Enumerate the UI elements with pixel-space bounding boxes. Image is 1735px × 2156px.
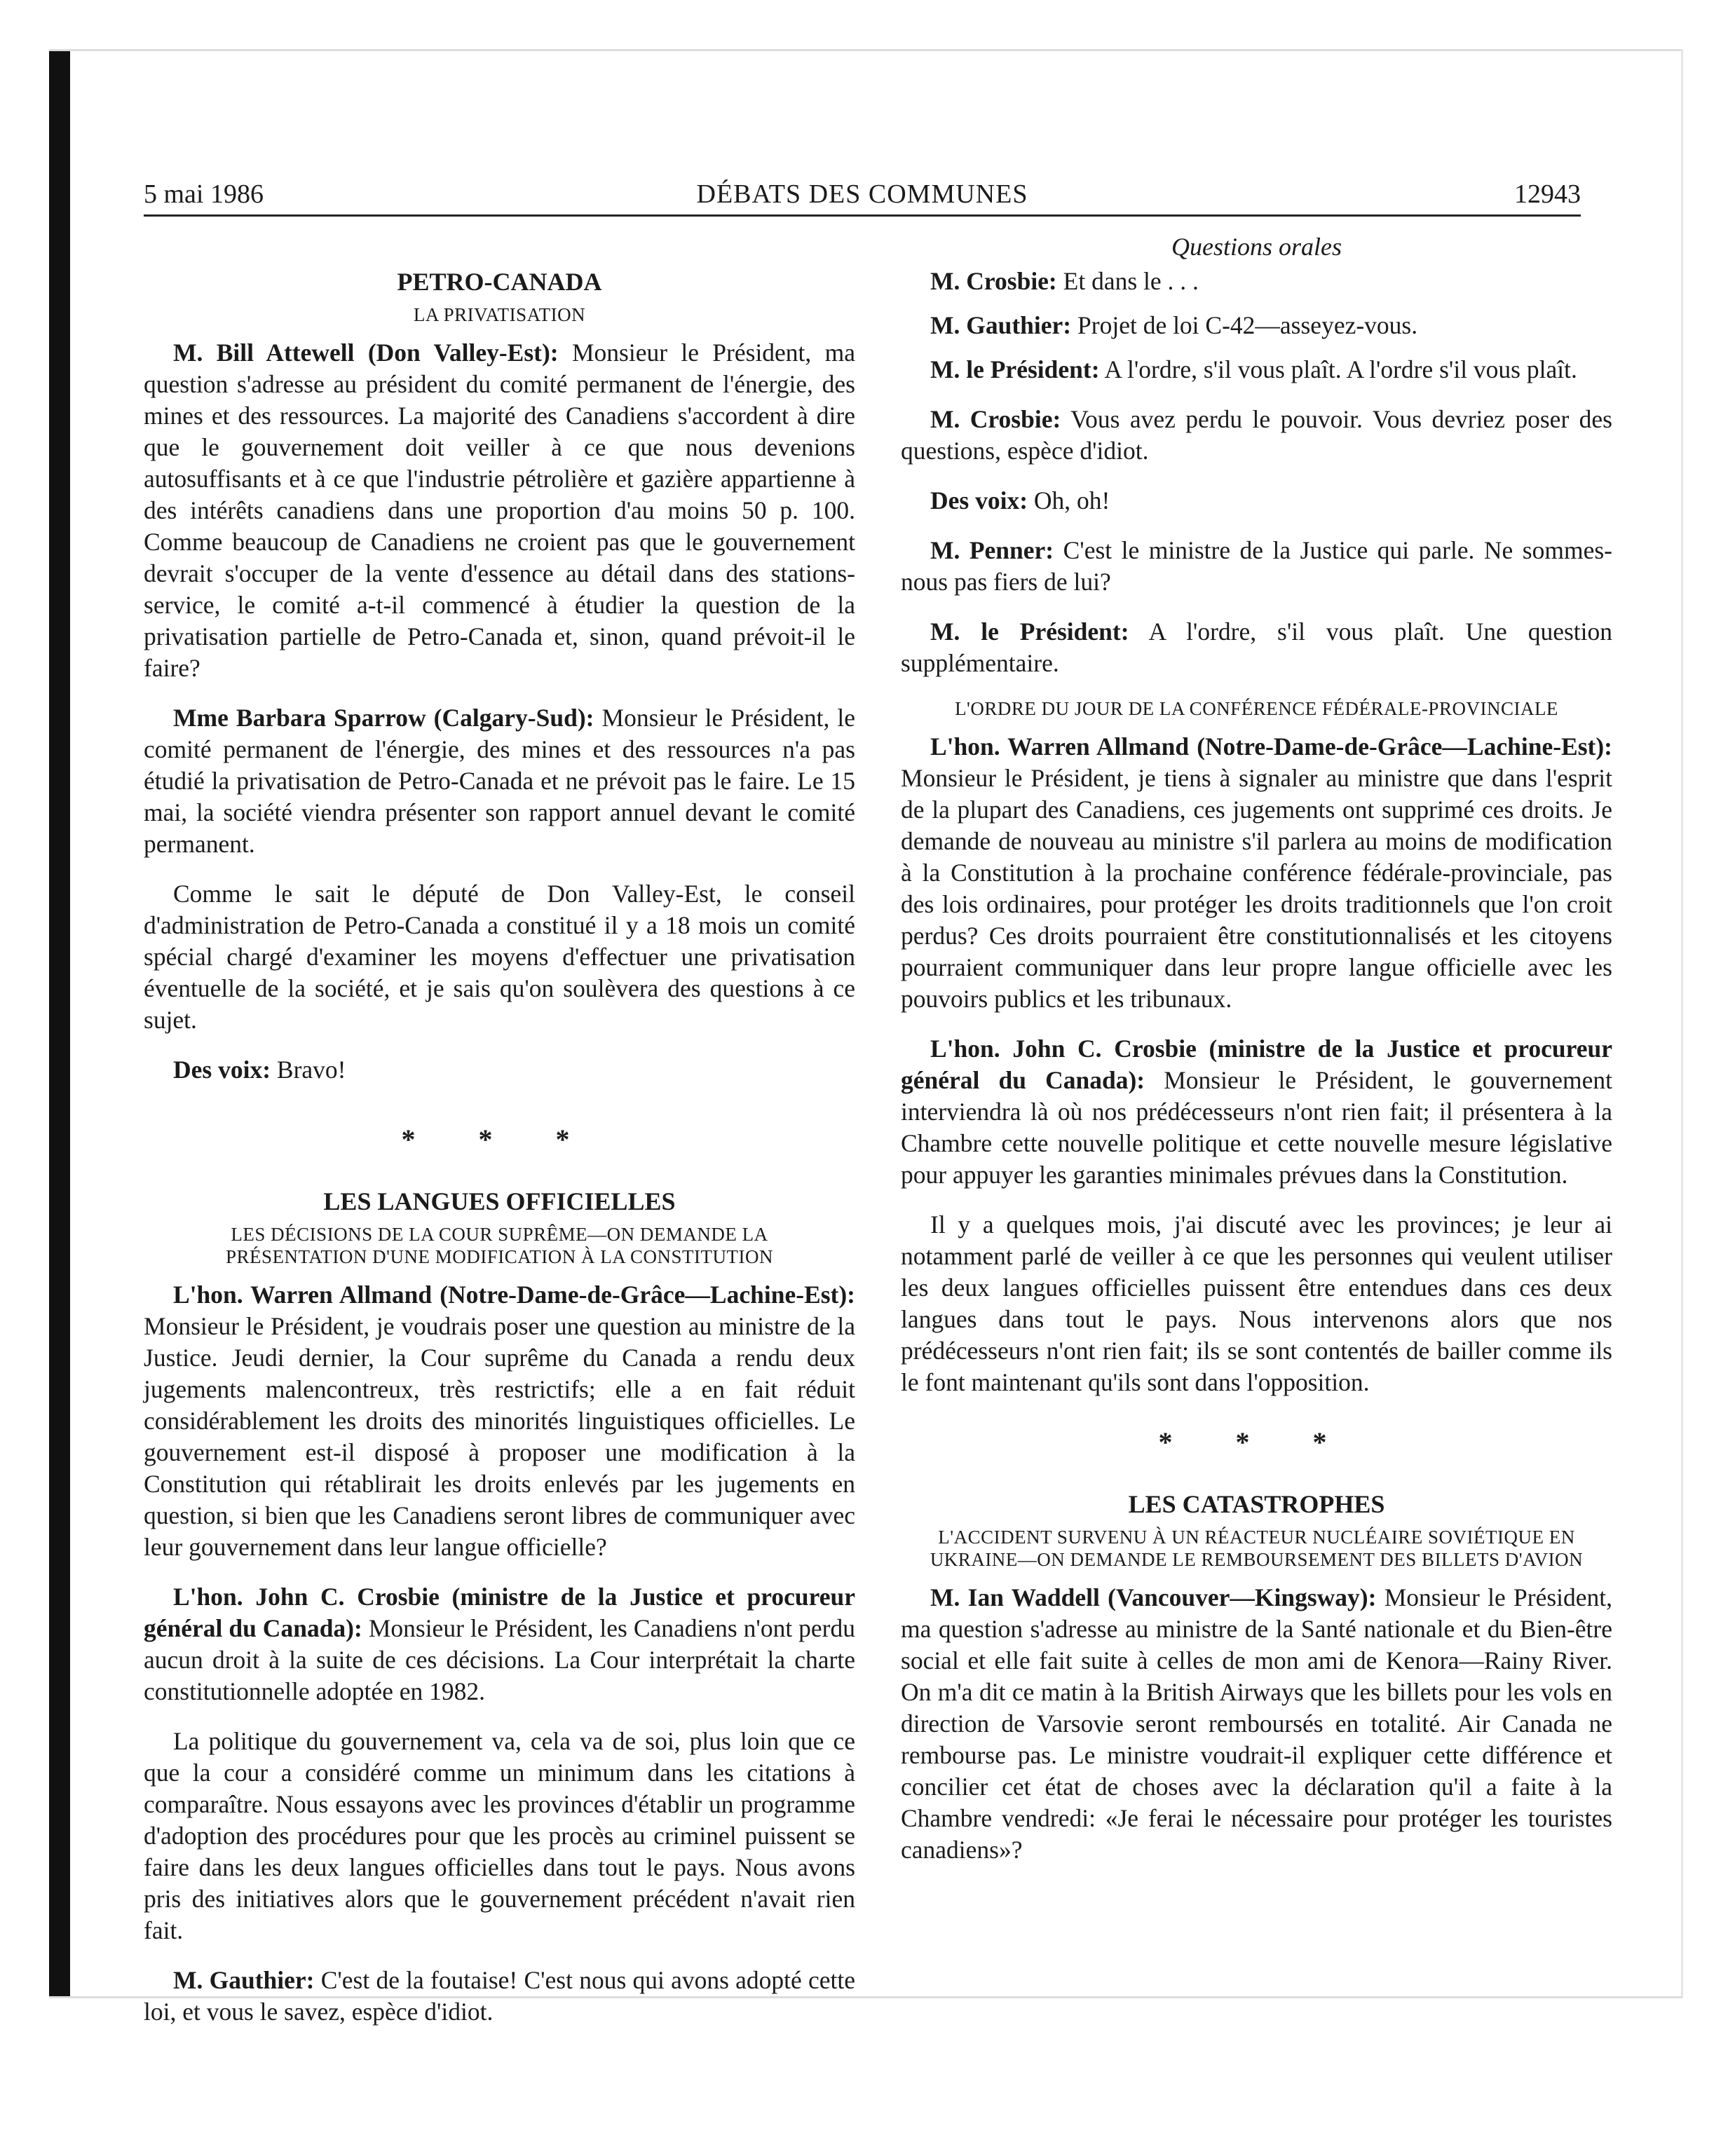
header-date: 5 mai 1986 (144, 179, 264, 209)
scan-border-left (49, 49, 70, 1998)
speaker-name: M. Penner: (930, 536, 1054, 564)
speech-paragraph (144, 878, 855, 1036)
section-separator: * * * (401, 1124, 598, 1155)
speech-paragraph (144, 1279, 855, 1563)
speech-text: Monsieur le Président, je voudrais poser une question au ministre de la Justice. Jeudi dernier, la Cour suprême du Canada a rendu deux jugements malencontreux, très restrictifs; elle a en fait réduit considérablement les droits des minorités linguistiques officielles. Le gouvernement est-il disposé à proposer une modification à la Constitution qui rétablirait les droits enlevés par les jugements en question, si bien que les Canadiens seront libres de communiquer avec leur gouvernement dans leur langue officielle? (144, 1312, 855, 1561)
speech-paragraph (901, 1582, 1612, 1866)
speaker-name: L'hon. John C. Crosbie (ministre de la Justice et procureur général du Canada): (144, 1583, 855, 1642)
speech-text: C'est de la foutaise! C'est nous qui avons adopté cette loi, et vous le savez, espèce d'idiot. (144, 1966, 855, 2026)
speech-text: Bravo! (271, 1056, 346, 1084)
speech-text: Monsieur le Président, le comité permanent de l'énergie, des mines et des ressources n'a pas étudié la privatisation de Petro-Canada et ne prévoit pas le faire. Le 15 mai, la société viendra présenter son rapport annuel devant le comité permanent. (144, 704, 855, 858)
speech-text: Oh, oh! (1028, 486, 1110, 514)
running-head: Questions orales (1171, 233, 1342, 261)
speaker-name: Des voix: (930, 486, 1028, 514)
speech-paragraph (144, 1726, 855, 1946)
speech-text: Monsieur le Président, les Canadiens n'ont perdu aucun droit à la suite de ces décisions. La Cour interprétait la charte constitutionnelle adoptée en 1982. (144, 1614, 855, 1705)
speaker-name: L'hon. Warren Allmand (Notre-Dame-de-Grâce—Lachine-Est): (173, 1281, 855, 1309)
section-title-langues-officielles: LES LANGUES OFFICIELLES (323, 1187, 676, 1215)
speech-paragraph (901, 404, 1612, 467)
speaker-name: M. Gauthier: (173, 1966, 315, 1994)
speech-paragraph (901, 535, 1612, 598)
speech-paragraph (144, 702, 855, 860)
speech-text: A l'ordre, s'il vous plaît. A l'ordre s'il vous plaît. (1099, 355, 1577, 383)
section-separator: * * * (1158, 1426, 1355, 1458)
page-number: 12943 (1514, 179, 1581, 209)
scan-border-top (49, 49, 1682, 51)
speaker-name: L'hon. John C. Crosbie (ministre de la Justice et procureur général du Canada): (901, 1035, 1612, 1094)
speech-paragraph (901, 1209, 1612, 1398)
scan-border-right (1681, 49, 1683, 1998)
speech-paragraph (144, 1581, 855, 1707)
speaker-name: L'hon. Warren Allmand (Notre-Dame-de-Grâce—Lachine-Est): (930, 732, 1612, 760)
speaker-name: Des voix: (173, 1056, 271, 1084)
speech-paragraph (144, 1965, 855, 2028)
speech-text: Et dans le . . . (1056, 267, 1199, 295)
speech-text: A l'ordre, s'il vous plaît. Une question supplémentaire. (901, 618, 1613, 677)
section-title-catastrophes: LES CATASTROPHES (1128, 1490, 1385, 1518)
speech-text: Comme le sait le député de Don Valley-Est, le conseil d'administration de Petro-Canada a constitué il y a 18 mois un comité spécial chargé d'examiner les moyens d'effectuer une privatisation éventuelle de la société, et je sais qu'on soulèvera des questions à ce sujet. (144, 880, 855, 1034)
speech-text: Vous avez perdu le pouvoir. Vous devriez poser des questions, espèce d'idiot. (901, 405, 1612, 465)
speech-paragraph (144, 337, 855, 684)
speaker-name: M. Bill Attewell (Don Valley-Est): (173, 339, 559, 367)
speaker-name: M. Crosbie: (930, 405, 1061, 433)
speaker-name: M. le Président: (930, 355, 1100, 383)
speech-text: La politique du gouvernement va, cela va de soi, plus loin que ce que la cour a considéré comme un minimum dans les citations à comparaître. Nous essayons avec les provinces d'établir un programme d'adoption des procédures pour que les procès au criminel puissent se faire dans les deux langues officielles dans tout le pays. Nous avons pris des initiatives alors que le gouvernement précédent n'avait rien fait. (144, 1727, 855, 1944)
section-title-petro-canada: PETRO-CANADA (397, 268, 602, 296)
speech-paragraph (901, 266, 1612, 297)
speaker-name: M. Crosbie: (930, 267, 1057, 295)
header-rule (144, 214, 1581, 217)
speaker-name: M. Gauthier: (930, 311, 1072, 339)
speech-text: Monsieur le Président, le gouvernement interviendra là où nos prédécesseurs n'ont rien fait; il présentera à la Chambre cette nouvelle politique et cette nouvelle mesure législative pour appuyer les garanties minimales prévues dans la Constitution. (901, 1066, 1612, 1189)
subsection-title-cour-supreme: LES DÉCISIONS DE LA COUR SUPRÊME—ON DEMANDE LA PRÉSENTATION D'UNE MODIFICATION À LA CONSTITUTION (226, 1224, 773, 1267)
speech-paragraph (901, 731, 1612, 1015)
speech-paragraph (901, 1033, 1612, 1191)
speech-paragraph (901, 616, 1612, 679)
speaker-name: Mme Barbara Sparrow (Calgary-Sud): (173, 704, 594, 732)
speaker-name: M. Ian Waddell (Vancouver—Kingsway): (930, 1583, 1377, 1611)
speech-paragraph (901, 485, 1612, 517)
speech-text: Monsieur le Président, ma question s'adresse au ministre de la Santé nationale et du Bien-être social et elle fait suite à celles de mon ami de Kenora—Rainy River. On m'a dit ce matin à la British Airways que les billets pour les vols en direction de Varsovie seront remboursés en totalité. Air Canada ne rembourse pas. Le ministre voudrait-il expliquer cette différence et concilier cet état de choses avec la déclaration qu'il a faite à la Chambre vendredi: «Je ferai le nécessaire pour protéger les touristes canadiens»? (901, 1583, 1612, 1864)
subsection-title-accident: L'ACCIDENT SURVENU À UN RÉACTEUR NUCLÉAIRE SOVIÉTIQUE EN UKRAINE—ON DEMANDE LE REMBOURSEMENT DES BILLETS D'AVION (930, 1527, 1584, 1570)
right-column (901, 224, 1612, 1884)
subsection-title-conference: L'ORDRE DU JOUR DE LA CONFÉRENCE FÉDÉRALE-PROVINCIALE (955, 698, 1558, 719)
speech-paragraph (144, 1054, 855, 1086)
speaker-name: M. le Président: (930, 618, 1129, 646)
publication-title: DÉBATS DES COMMUNES (696, 179, 1028, 209)
subsection-title-privatisation: LA PRIVATISATION (413, 304, 586, 325)
speech-paragraph (901, 354, 1612, 386)
speech-paragraph (901, 310, 1612, 341)
speech-text: C'est le ministre de la Justice qui parle. Ne sommes-nous pas fiers de lui? (901, 536, 1612, 596)
speech-text: Projet de loi C-42—asseyez-vous. (1071, 311, 1418, 339)
speech-text: Monsieur le Président, ma question s'adresse au président du comité permanent de l'énergie, des mines et des ressources. La majorité des Canadiens s'accordent à dire que le gouvernement doit veiller à ce que nous devenions autosuffisants et à ce que l'industrie pétrolière et gazière appartienne à des intérêts canadiens dans une proportion d'au moins 50 p. 100. Comme beaucoup de Canadiens ne croient pas que le gouvernement devrait s'occuper de la vente d'essence au détail dans des stations- service, le comité a-t-il commencé à étudier la question de la privatisation partielle de Petro-Canada et, sinon, quand prévoit-il le faire? (144, 339, 855, 682)
page-header (144, 179, 1581, 218)
speech-text: Monsieur le Président, je tiens à signaler au ministre que dans l'esprit de la plupart des Canadiens, ces jugements ont supprimé ces droits. Je demande de nouveau au ministre s'il parlera au moins de modification à la Constitution à la prochaine conférence fédérale-provinciale, pas des lois ordinaires, pour protéger les droits traditionnels que l'on croit perdus? Ces droits pourraient être constitutionnalisés et les citoyens pourraient communiquer dans leur propre langue officielle avec les pouvoirs publics et les tribunaux. (901, 764, 1612, 1013)
speech-text: Il y a quelques mois, j'ai discuté avec les provinces; je leur ai notamment parlé de veiller à ce que les personnes qui veulent utiliser les deux langues officielles puissent être entendues dans ces deux langues dans tout le pays. Nous intervenons alors que nos prédécesseurs n'ont rien fait; ils se sont contentés de bailler comme ils le font maintenant qu'ils sont dans l'opposition. (901, 1210, 1612, 1396)
left-column (144, 224, 855, 2046)
